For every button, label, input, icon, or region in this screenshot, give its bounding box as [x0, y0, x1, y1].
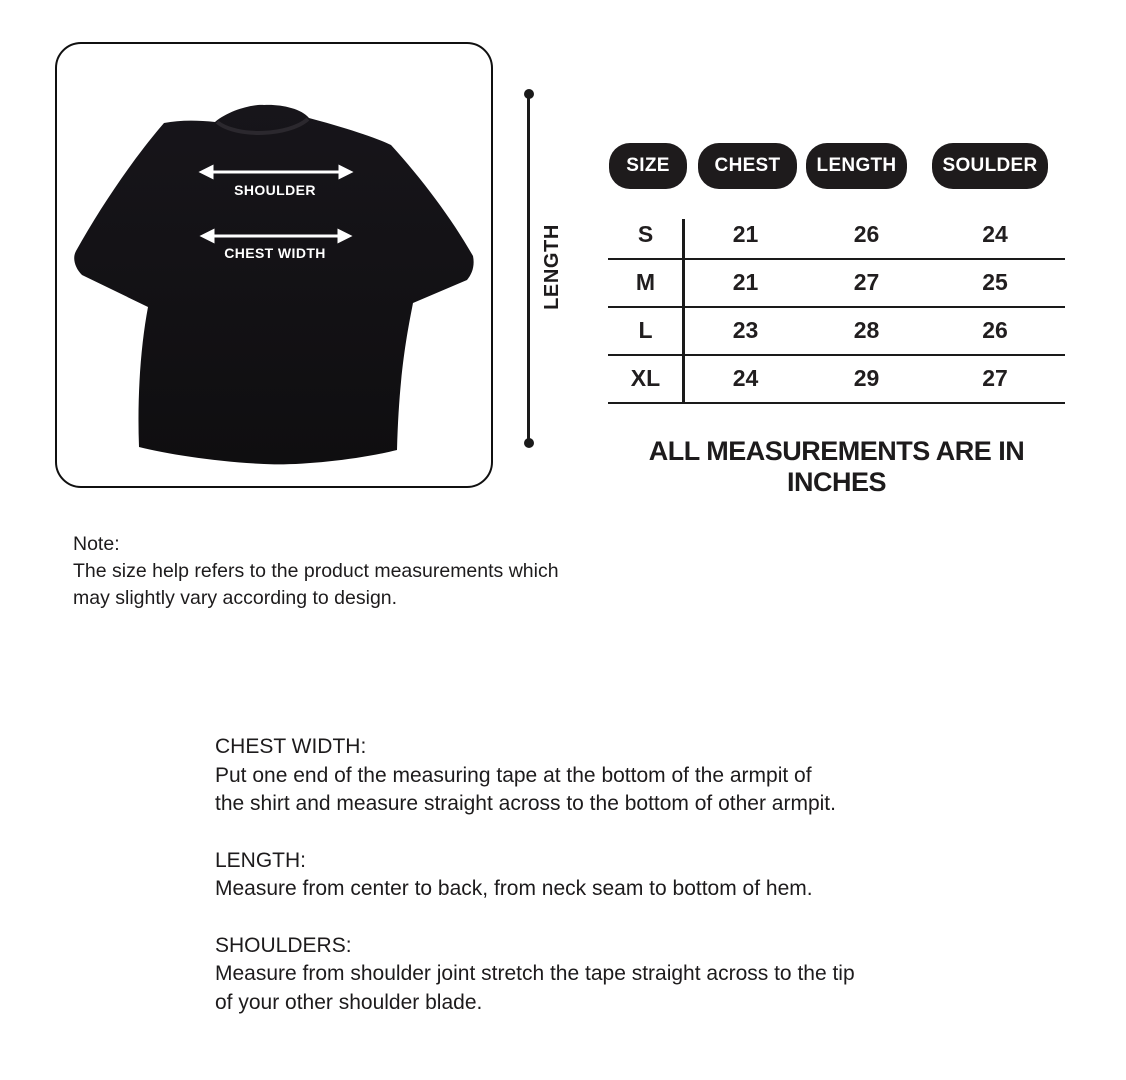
chest-value-s: 21: [732, 220, 759, 247]
instruction-line: Put one end of the measuring tape at the bottom of the armpit of: [215, 763, 812, 787]
length-value-xl: 29: [853, 364, 880, 391]
instruction-chest-width: [215, 733, 975, 819]
chest-width-measure-label: CHEST WIDTH: [224, 245, 326, 261]
table-row-divider: [608, 306, 1065, 309]
instruction-line: of your other shoulder blade.: [215, 990, 483, 1014]
instruction-length: [215, 847, 975, 904]
table-row-divider: [608, 402, 1065, 405]
size-label-m: M: [635, 268, 656, 295]
tshirt-graphic: [57, 44, 495, 490]
shoulder-value-m: 25: [982, 268, 1008, 295]
shoulder-value-xl: 27: [982, 364, 1008, 391]
shoulder-value-s: 24: [982, 220, 1008, 247]
instruction-shoulders: [215, 932, 975, 1018]
instruction-line: Measure from shoulder joint stretch the tape straight across to the tip: [215, 962, 855, 985]
table-row-divider: [608, 258, 1065, 261]
length-line-bottom-dot-icon: [524, 438, 534, 448]
shoulder-value-l: 26: [982, 316, 1008, 343]
column-header-size: SIZE: [609, 143, 687, 189]
instruction-line: the shirt and measure straight across to the bottom of other armpit.: [215, 792, 836, 815]
note-title: Note:: [73, 533, 120, 555]
table-row-divider: [608, 354, 1065, 357]
length-line-icon: [527, 94, 530, 443]
column-header-chest: CHEST: [698, 143, 797, 189]
size-label-l: L: [638, 316, 653, 343]
size-label-s: S: [637, 220, 654, 247]
length-line-top-dot-icon: [524, 89, 534, 99]
chest-value-m: 21: [732, 268, 759, 295]
note-line: The size help refers to the product measurements which: [73, 560, 559, 582]
table-column-divider: [682, 219, 685, 404]
tshirt-silhouette: [74, 105, 473, 465]
measurements-caption: ALL MEASUREMENTS ARE IN INCHES: [648, 436, 1025, 497]
length-value-m: 27: [853, 268, 880, 295]
chest-value-l: 23: [732, 316, 759, 343]
measuring-instructions: [215, 733, 975, 1045]
length-measure-label: LENGTH: [541, 224, 563, 310]
note-block: [73, 531, 559, 612]
instruction-heading: CHEST WIDTH:: [215, 735, 367, 758]
length-value-l: 28: [853, 316, 880, 343]
instruction-heading: SHOULDERS:: [215, 933, 352, 957]
column-header-soulder: SOULDER: [932, 143, 1048, 189]
size-diagram-box: [55, 42, 493, 488]
instruction-line: Measure from center to back, from neck seam to bottom of hem.: [215, 877, 813, 900]
size-label-xl: XL: [630, 364, 661, 391]
column-header-length: LENGTH: [806, 143, 907, 189]
note-line: may slightly vary according to design.: [73, 587, 398, 609]
length-value-s: 26: [853, 220, 880, 247]
chest-value-xl: 24: [732, 364, 759, 391]
shoulder-measure-label: SHOULDER: [234, 182, 316, 198]
instruction-heading: LENGTH:: [215, 848, 307, 872]
